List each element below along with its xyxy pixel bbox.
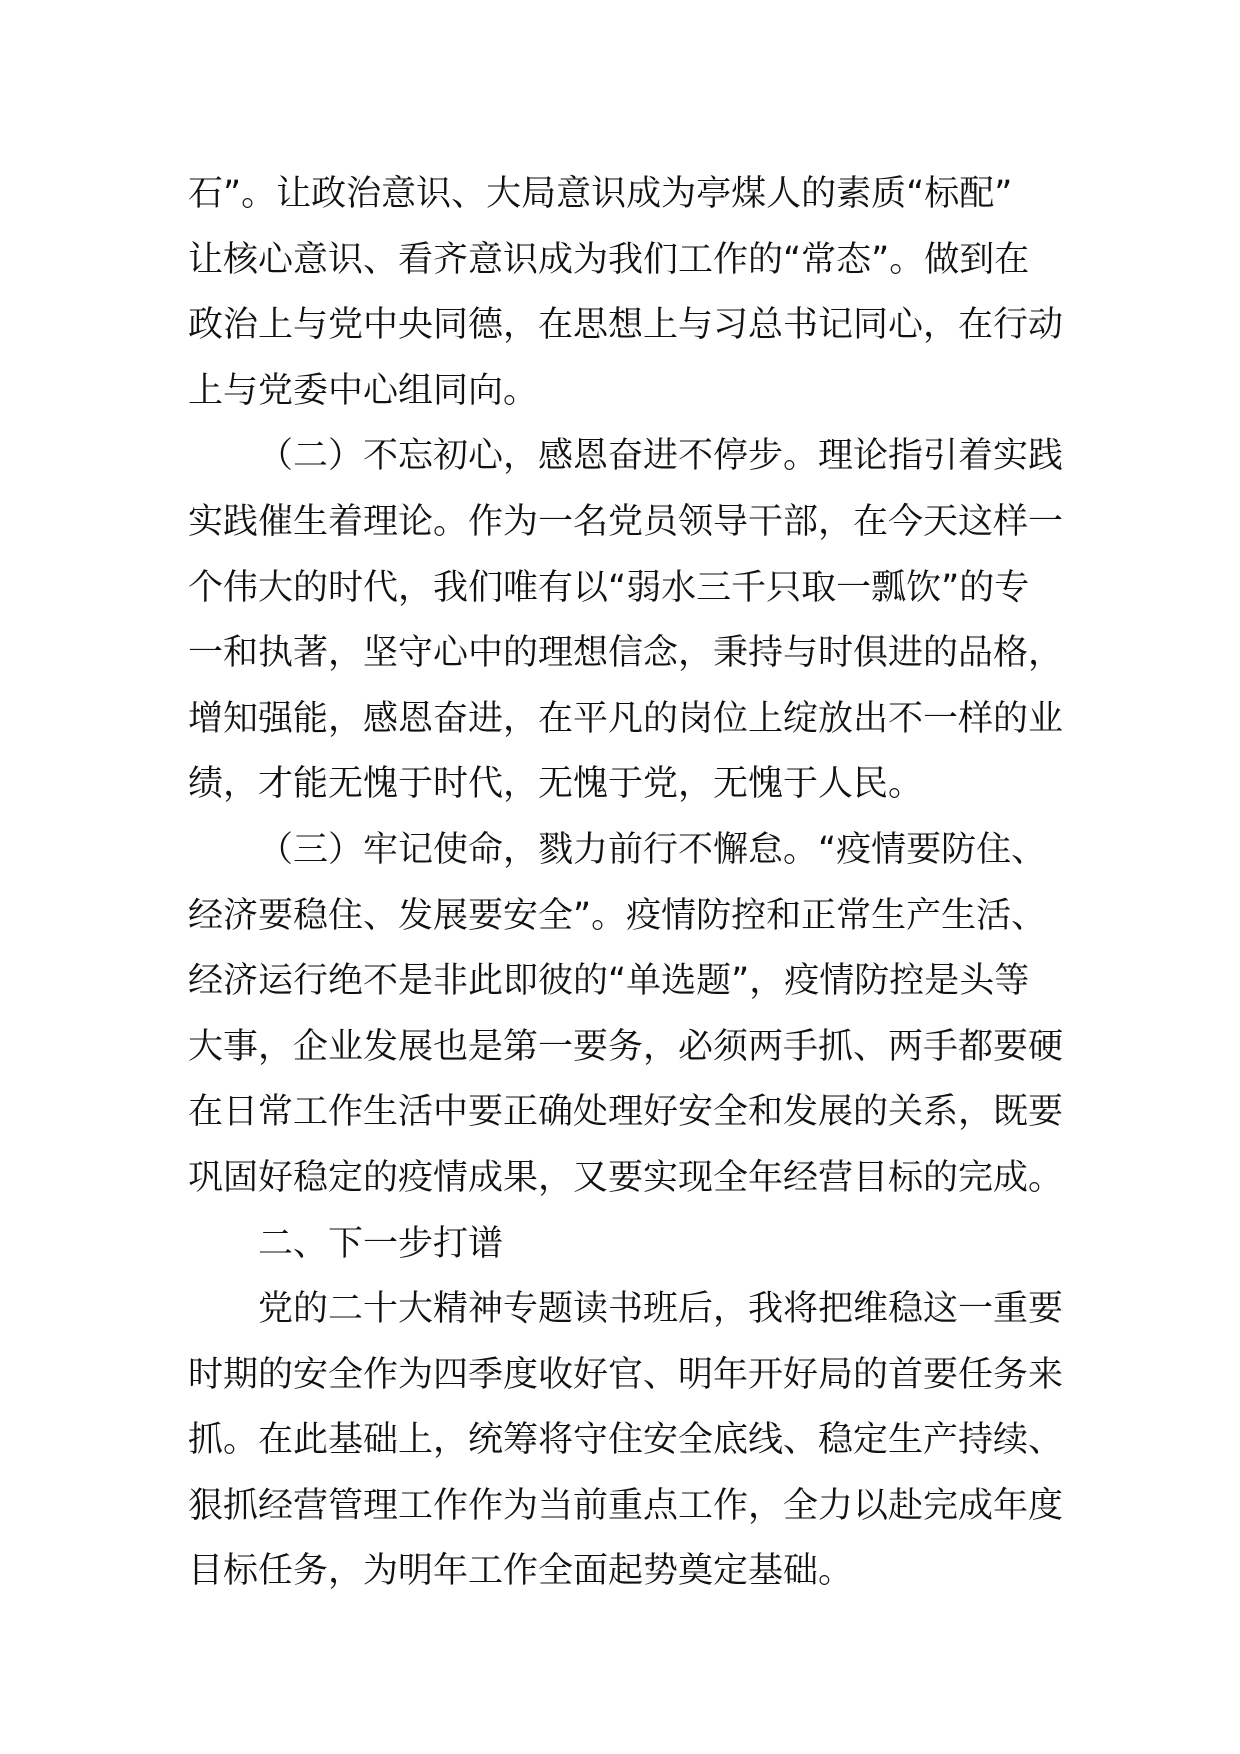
- text-line: 实践催生着理论。作为一名党员领导干部，在今天这样一: [188, 501, 1064, 542]
- text-line: 二、下一步打谱: [258, 1223, 504, 1264]
- text-line: 目标任务，为明年工作全面起势奠定基础。: [188, 1551, 854, 1592]
- text-line: 狠抓经营管理工作作为当前重点工作，全力以赴完成年度: [188, 1485, 1064, 1526]
- text-line: 让核心意识、看齐意识成为我们工作的“常态”。做到在: [188, 239, 1030, 280]
- text-line: 时期的安全作为四季度收好官、明年开好局的首要任务来: [188, 1354, 1064, 1395]
- text-line: 党的二十大精神专题读书班后，我将把维稳这一重要: [258, 1289, 1064, 1330]
- text-line: 石”。让政治意识、大局意识成为亭煤人的素质“标配”: [188, 174, 1013, 214]
- text-line: （三）牢记使命，戮力前行不懈怠。“疫情要防住、: [258, 829, 1047, 870]
- text-line: 增知强能，感恩奋进，在平凡的岗位上绽放出不一样的业: [188, 698, 1064, 739]
- body-text: [188, 162, 1068, 1605]
- text-line: 经济运行绝不是非此即彼的“单选题”，疫情防控是头等: [188, 961, 1030, 1002]
- text-line: 个伟大的时代，我们唯有以“弱水三千只取一瓢饮”的专: [188, 567, 1030, 608]
- text-line: 政治上与党中央同德，在思想上与习总书记同心，在行动: [188, 305, 1064, 346]
- text-line: 上与党委中心组同向。: [188, 370, 539, 411]
- text-line: 在日常工作生活中要正确处理好安全和发展的关系，既要: [188, 1092, 1064, 1133]
- text-line: （二）不忘初心，感恩奋进不停步。理论指引着实践: [258, 436, 1064, 477]
- text-line: 大事，企业发展也是第一要务，必须两手抓、两手都要硬: [188, 1026, 1064, 1067]
- text-line: 绩，才能无愧于时代，无愧于党，无愧于人民。: [188, 764, 924, 805]
- text-line: 一和执著，坚守心中的理想信念，秉持与时俱进的品格，: [188, 633, 1064, 674]
- text-line: 抓。在此基础上，统筹将守住安全底线、稳定生产持续、: [188, 1420, 1064, 1461]
- text-line: 巩固好稳定的疫情成果，又要实现全年经营目标的完成。: [188, 1157, 1064, 1198]
- text-line: 经济要稳住、发展要安全”。疫情防控和正常生产生活、: [188, 895, 1047, 936]
